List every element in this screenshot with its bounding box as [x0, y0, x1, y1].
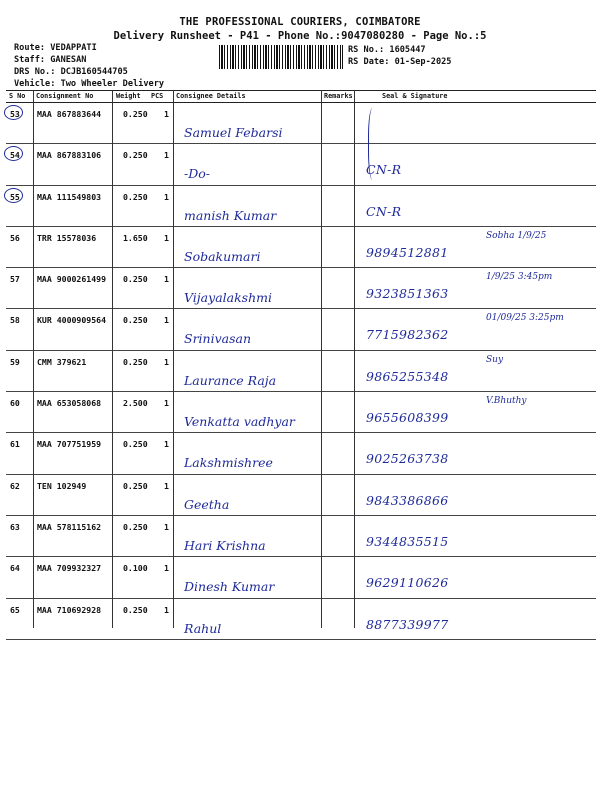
col-remarks: Remarks [324, 92, 353, 100]
row-weight: 0.250 [123, 315, 148, 326]
row-consignment: MAA 710692928 [37, 604, 102, 615]
row-pcs: 1 [164, 232, 169, 243]
row-consignment: MAA 707751959 [37, 439, 102, 450]
vehicle-label: Vehicle: Two Wheeler Delivery [14, 79, 165, 89]
row-phone: 9344835515 [366, 533, 449, 549]
row-consignment: KUR 4000909564 [37, 315, 107, 326]
row-consignee-name: Geetha [184, 496, 230, 512]
staff-label: Staff: GANESAN [14, 55, 87, 65]
row-signature: Sobha 1/9/25 [486, 230, 547, 241]
row-pcs: 1 [164, 563, 169, 574]
row-weight: 0.250 [123, 274, 148, 285]
row-weight: 0.250 [123, 109, 148, 119]
col-weight: Weight [116, 92, 141, 100]
table-body [6, 103, 596, 640]
row-phone: 9025263738 [366, 451, 449, 467]
row-phone: 9629110626 [366, 575, 449, 591]
row-sno: 64 [10, 563, 20, 574]
row-pcs: 1 [164, 356, 169, 367]
table-row [6, 557, 596, 598]
col-pcs: PCS [151, 92, 164, 100]
row-consignee-name: Laurance Raja [184, 372, 277, 388]
row-weight: 0.250 [123, 521, 148, 532]
row-signature: 01/09/25 3:25pm [486, 313, 564, 324]
row-consignment: MAA 9000261499 [37, 274, 107, 285]
row-consignee-name: Dinesh Kumar [184, 579, 275, 595]
row-pcs: 1 [164, 191, 169, 202]
row-consignment: MAA 867883644 [37, 109, 102, 119]
row-consignee-name: Lakshmishree [184, 455, 273, 471]
row-consignee-name: Sobakumari [184, 248, 261, 264]
row-weight: 0.250 [123, 150, 148, 161]
row-sno: 61 [10, 439, 20, 450]
row-sno: 60 [10, 398, 20, 409]
row-sno: 53 [10, 109, 20, 119]
table-row [6, 516, 596, 557]
row-phone: 9865255348 [366, 368, 449, 384]
col-consignee: Consignee Details [176, 92, 246, 100]
row-consignee-name: Srinivasan [184, 331, 252, 347]
row-signature: Suy [486, 354, 504, 365]
row-phone: 9894512881 [366, 244, 449, 260]
row-pcs: 1 [164, 439, 169, 450]
row-sno: 58 [10, 315, 20, 326]
row-weight: 0.250 [123, 480, 148, 491]
row-pcs: 1 [164, 109, 169, 119]
col-sno: S No [9, 92, 26, 100]
table-row [6, 144, 596, 185]
row-consignee-name: Rahul [184, 620, 222, 636]
row-phone: 9323851363 [366, 286, 449, 302]
row-phone: 7715982362 [366, 327, 449, 343]
col-consignment: Consignment No [36, 92, 94, 100]
row-consignee-name: manish Kumar [184, 207, 277, 223]
drs-label: DRS No.: DCJB160544705 [14, 67, 128, 77]
row-phone: 9843386866 [366, 492, 449, 508]
row-sno: 65 [10, 604, 20, 615]
row-consignment: MAA 111549803 [37, 191, 102, 202]
row-consignment: MAA 578115162 [37, 521, 102, 532]
row-consignee-name: Samuel Febarsi [184, 125, 283, 140]
row-signature: 1/9/25 3:45pm [486, 272, 553, 283]
row-pcs: 1 [164, 521, 169, 532]
row-sno: 56 [10, 232, 20, 243]
col-seal: Seal & Signature [382, 92, 448, 100]
row-consignment: MAA 709932327 [37, 563, 102, 574]
row-weight: 0.250 [123, 604, 148, 615]
row-pcs: 1 [164, 480, 169, 491]
row-pcs: 1 [164, 150, 169, 161]
rs-date-label: RS Date: 01-Sep-2025 [348, 57, 452, 67]
sno-circle-mark [4, 146, 23, 161]
row-weight: 2.500 [123, 398, 148, 409]
row-consignee-name: Vijayalakshmi [184, 290, 272, 306]
barcode [219, 45, 343, 69]
table-row [6, 268, 596, 309]
row-signature: V.Bhuthy [486, 396, 527, 407]
sno-circle-mark [4, 105, 23, 120]
row-consignment: TEN 102949 [37, 480, 87, 491]
row-pcs: 1 [164, 315, 169, 326]
row-consignee-name: Hari Krishna [184, 537, 266, 553]
row-pcs: 1 [164, 398, 169, 409]
row-sno: 54 [10, 150, 20, 161]
table-row [6, 433, 596, 474]
row-weight: 0.100 [123, 563, 148, 574]
row-pcs: 1 [164, 274, 169, 285]
table-row [6, 599, 596, 640]
row-sno: 63 [10, 521, 20, 532]
table-row [6, 392, 596, 433]
rs-no-label: RS No.: 1605447 [348, 45, 426, 55]
row-consignment: TRR 15578036 [37, 232, 97, 243]
table-row [6, 227, 596, 268]
runsheet-title: Delivery Runsheet - P41 - Phone No.:9047080280 - Page No.:5 [113, 30, 487, 42]
row-consignment: MAA 867883106 [37, 150, 102, 161]
row-sno: 55 [10, 191, 20, 202]
row-weight: 0.250 [123, 439, 148, 450]
row-consignee-name: -Do- [184, 166, 210, 182]
row-sno: 62 [10, 480, 20, 491]
table-row [6, 475, 596, 516]
row-weight: 0.250 [123, 356, 148, 367]
bracket-mark [368, 108, 379, 180]
table-row [6, 309, 596, 350]
sno-circle-mark [4, 188, 23, 203]
row-sno: 59 [10, 356, 20, 367]
row-weight: 0.250 [123, 191, 148, 202]
row-phone: CN-R [366, 162, 402, 178]
table-row [6, 351, 596, 392]
row-pcs: 1 [164, 604, 169, 615]
row-phone: CN-R [366, 203, 402, 219]
route-label: Route: VEDAPPATI [14, 43, 97, 53]
table-header [6, 90, 596, 103]
row-phone: 9655608399 [366, 410, 449, 426]
row-weight: 1.650 [123, 232, 148, 243]
row-consignment: CMM 379621 [37, 356, 87, 367]
row-sno: 57 [10, 274, 20, 285]
row-consignment: MAA 653058068 [37, 398, 102, 409]
table-row [6, 186, 596, 227]
row-phone: 8877339977 [366, 616, 449, 632]
table-row [6, 103, 596, 144]
company-title: THE PROFESSIONAL COURIERS, COIMBATORE [179, 16, 421, 28]
delivery-table [6, 90, 596, 640]
row-consignee-name: Venkatta vadhyar [184, 414, 295, 430]
